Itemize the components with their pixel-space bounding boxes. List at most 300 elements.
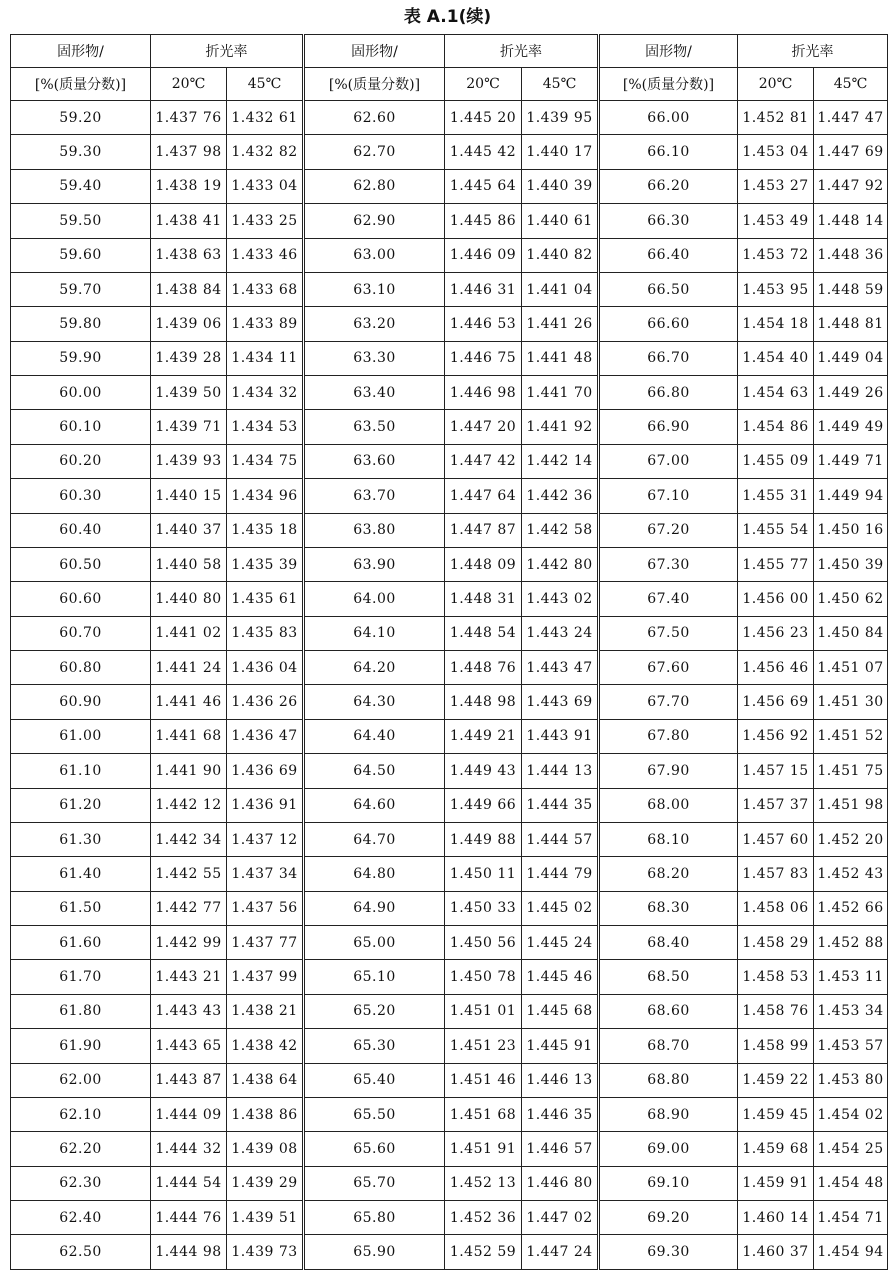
- cell-ri-45: 1.438 42: [227, 1029, 304, 1063]
- table-body: [11, 101, 888, 1270]
- cell-solids: 61.20: [11, 788, 151, 822]
- cell-ri-45: 1.435 18: [227, 513, 304, 547]
- cell-ri-20: 1.458 06: [738, 891, 814, 925]
- cell-ri-20: 1.449 21: [445, 719, 522, 753]
- cell-solids: 60.60: [11, 582, 151, 616]
- cell-solids: 68.40: [599, 926, 738, 960]
- cell-ri-45: 1.442 80: [522, 547, 599, 581]
- cell-solids: 61.90: [11, 1029, 151, 1063]
- solids-unit-header-1: [%(质量分数)]: [11, 68, 151, 101]
- cell-solids: 59.70: [11, 272, 151, 306]
- cell-ri-45: 1.454 71: [814, 1201, 888, 1235]
- cell-solids: 59.50: [11, 204, 151, 238]
- cell-solids: 63.30: [304, 341, 445, 375]
- cell-solids: 69.00: [599, 1132, 738, 1166]
- refractive-index-table-container: [10, 34, 887, 1270]
- cell-ri-20: 1.452 13: [445, 1166, 522, 1200]
- cell-ri-45: 1.449 94: [814, 479, 888, 513]
- cell-ri-20: 1.444 32: [151, 1132, 227, 1166]
- cell-solids: 66.50: [599, 272, 738, 306]
- cell-ri-45: 1.446 35: [522, 1097, 599, 1131]
- cell-ri-45: 1.450 62: [814, 582, 888, 616]
- cell-solids: 60.30: [11, 479, 151, 513]
- cell-ri-20: 1.456 00: [738, 582, 814, 616]
- refractive-index-header-1: 折光率: [151, 35, 304, 68]
- cell-ri-45: 1.441 70: [522, 376, 599, 410]
- cell-ri-20: 1.453 72: [738, 238, 814, 272]
- cell-ri-45: 1.439 95: [522, 101, 599, 135]
- cell-ri-45: 1.434 32: [227, 376, 304, 410]
- temp-20-header-1: 20℃: [151, 68, 227, 101]
- cell-ri-20: 1.456 92: [738, 719, 814, 753]
- temp-45-header-1: 45℃: [227, 68, 304, 101]
- cell-solids: 67.50: [599, 616, 738, 650]
- table-row: [11, 1201, 888, 1235]
- table-row: [11, 1132, 888, 1166]
- cell-solids: 63.50: [304, 410, 445, 444]
- cell-ri-20: 1.460 14: [738, 1201, 814, 1235]
- cell-ri-20: 1.443 21: [151, 960, 227, 994]
- cell-ri-20: 1.440 15: [151, 479, 227, 513]
- cell-ri-45: 1.440 82: [522, 238, 599, 272]
- cell-solids: 65.70: [304, 1166, 445, 1200]
- cell-ri-20: 1.454 86: [738, 410, 814, 444]
- cell-solids: 61.50: [11, 891, 151, 925]
- cell-solids: 65.50: [304, 1097, 445, 1131]
- cell-ri-20: 1.455 31: [738, 479, 814, 513]
- cell-ri-45: 1.444 57: [522, 822, 599, 856]
- cell-ri-20: 1.442 99: [151, 926, 227, 960]
- table-row: [11, 410, 888, 444]
- cell-ri-20: 1.459 22: [738, 1063, 814, 1097]
- cell-ri-20: 1.451 68: [445, 1097, 522, 1131]
- solids-header-2: 固形物/: [304, 35, 445, 68]
- cell-ri-20: 1.458 99: [738, 1029, 814, 1063]
- cell-ri-20: 1.446 53: [445, 307, 522, 341]
- cell-solids: 68.10: [599, 822, 738, 856]
- cell-ri-20: 1.449 66: [445, 788, 522, 822]
- cell-solids: 65.80: [304, 1201, 445, 1235]
- cell-solids: 63.90: [304, 547, 445, 581]
- cell-ri-20: 1.439 28: [151, 341, 227, 375]
- cell-ri-45: 1.454 02: [814, 1097, 888, 1131]
- cell-solids: 67.40: [599, 582, 738, 616]
- cell-ri-20: 1.439 93: [151, 444, 227, 478]
- cell-ri-45: 1.454 25: [814, 1132, 888, 1166]
- table-row: [11, 926, 888, 960]
- cell-solids: 69.10: [599, 1166, 738, 1200]
- table-row: [11, 135, 888, 169]
- cell-solids: 64.70: [304, 822, 445, 856]
- cell-solids: 61.30: [11, 822, 151, 856]
- cell-solids: 65.20: [304, 994, 445, 1028]
- cell-ri-20: 1.455 54: [738, 513, 814, 547]
- cell-ri-45: 1.451 30: [814, 685, 888, 719]
- cell-solids: 59.20: [11, 101, 151, 135]
- cell-ri-45: 1.439 73: [227, 1235, 304, 1270]
- refractive-index-header-3: 折光率: [738, 35, 888, 68]
- table-row: [11, 341, 888, 375]
- cell-ri-20: 1.451 01: [445, 994, 522, 1028]
- cell-ri-45: 1.451 98: [814, 788, 888, 822]
- cell-ri-45: 1.447 92: [814, 169, 888, 203]
- cell-ri-45: 1.449 26: [814, 376, 888, 410]
- cell-ri-45: 1.441 26: [522, 307, 599, 341]
- cell-ri-20: 1.437 98: [151, 135, 227, 169]
- cell-ri-45: 1.451 75: [814, 754, 888, 788]
- table-title: 表 A.1(续): [403, 7, 492, 27]
- cell-ri-45: 1.439 08: [227, 1132, 304, 1166]
- cell-ri-45: 1.439 29: [227, 1166, 304, 1200]
- cell-ri-45: 1.436 91: [227, 788, 304, 822]
- cell-ri-45: 1.444 13: [522, 754, 599, 788]
- cell-ri-45: 1.445 46: [522, 960, 599, 994]
- table-row: [11, 1235, 888, 1270]
- cell-ri-20: 1.453 95: [738, 272, 814, 306]
- cell-ri-45: 1.444 79: [522, 857, 599, 891]
- table-row: [11, 857, 888, 891]
- cell-solids: 68.50: [599, 960, 738, 994]
- cell-solids: 68.80: [599, 1063, 738, 1097]
- cell-ri-20: 1.439 06: [151, 307, 227, 341]
- cell-ri-20: 1.442 55: [151, 857, 227, 891]
- table-row: [11, 582, 888, 616]
- cell-ri-20: 1.456 69: [738, 685, 814, 719]
- cell-solids: 66.60: [599, 307, 738, 341]
- cell-solids: 66.80: [599, 376, 738, 410]
- cell-solids: 62.40: [11, 1201, 151, 1235]
- cell-ri-45: 1.447 47: [814, 101, 888, 135]
- cell-ri-45: 1.433 25: [227, 204, 304, 238]
- cell-ri-45: 1.436 47: [227, 719, 304, 753]
- temp-20-header-2: 20℃: [445, 68, 522, 101]
- cell-ri-20: 1.442 34: [151, 822, 227, 856]
- cell-ri-20: 1.454 18: [738, 307, 814, 341]
- table-row: [11, 994, 888, 1028]
- cell-solids: 59.60: [11, 238, 151, 272]
- cell-solids: 67.60: [599, 651, 738, 685]
- cell-solids: 64.60: [304, 788, 445, 822]
- cell-ri-20: 1.441 24: [151, 651, 227, 685]
- cell-solids: 67.00: [599, 444, 738, 478]
- cell-ri-45: 1.433 04: [227, 169, 304, 203]
- cell-ri-45: 1.437 34: [227, 857, 304, 891]
- cell-solids: 68.90: [599, 1097, 738, 1131]
- cell-ri-20: 1.452 81: [738, 101, 814, 135]
- cell-ri-20: 1.441 46: [151, 685, 227, 719]
- cell-ri-20: 1.446 09: [445, 238, 522, 272]
- cell-solids: 67.70: [599, 685, 738, 719]
- cell-ri-45: 1.438 21: [227, 994, 304, 1028]
- cell-solids: 67.90: [599, 754, 738, 788]
- cell-ri-45: 1.448 81: [814, 307, 888, 341]
- cell-ri-20: 1.437 76: [151, 101, 227, 135]
- refractive-index-header-2: 折光率: [445, 35, 599, 68]
- table-row: [11, 685, 888, 719]
- cell-ri-20: 1.455 77: [738, 547, 814, 581]
- table-row: [11, 1166, 888, 1200]
- cell-ri-20: 1.453 27: [738, 169, 814, 203]
- cell-solids: 65.60: [304, 1132, 445, 1166]
- temp-45-header-2: 45℃: [522, 68, 599, 101]
- cell-ri-45: 1.437 99: [227, 960, 304, 994]
- cell-ri-45: 1.435 83: [227, 616, 304, 650]
- cell-solids: 68.00: [599, 788, 738, 822]
- cell-ri-20: 1.450 78: [445, 960, 522, 994]
- cell-ri-20: 1.448 76: [445, 651, 522, 685]
- cell-ri-20: 1.440 37: [151, 513, 227, 547]
- solids-unit-header-3: [%(质量分数)]: [599, 68, 738, 101]
- cell-ri-20: 1.439 71: [151, 410, 227, 444]
- solids-header-3: 固形物/: [599, 35, 738, 68]
- table-row: [11, 891, 888, 925]
- cell-ri-45: 1.435 61: [227, 582, 304, 616]
- table-row: [11, 788, 888, 822]
- table-row: [11, 204, 888, 238]
- cell-ri-20: 1.444 98: [151, 1235, 227, 1270]
- cell-solids: 66.10: [599, 135, 738, 169]
- cell-solids: 61.00: [11, 719, 151, 753]
- cell-ri-45: 1.436 26: [227, 685, 304, 719]
- cell-ri-45: 1.452 66: [814, 891, 888, 925]
- cell-ri-45: 1.433 89: [227, 307, 304, 341]
- cell-solids: 62.30: [11, 1166, 151, 1200]
- cell-ri-20: 1.460 37: [738, 1235, 814, 1270]
- cell-ri-45: 1.452 20: [814, 822, 888, 856]
- cell-ri-45: 1.449 71: [814, 444, 888, 478]
- cell-solids: 63.60: [304, 444, 445, 478]
- cell-ri-45: 1.446 57: [522, 1132, 599, 1166]
- cell-ri-45: 1.434 11: [227, 341, 304, 375]
- cell-ri-20: 1.443 65: [151, 1029, 227, 1063]
- cell-ri-20: 1.445 86: [445, 204, 522, 238]
- cell-ri-20: 1.459 68: [738, 1132, 814, 1166]
- cell-ri-45: 1.454 94: [814, 1235, 888, 1270]
- cell-ri-20: 1.454 63: [738, 376, 814, 410]
- cell-solids: 60.50: [11, 547, 151, 581]
- cell-ri-20: 1.448 09: [445, 547, 522, 581]
- cell-ri-45: 1.441 92: [522, 410, 599, 444]
- cell-solids: 66.40: [599, 238, 738, 272]
- cell-solids: 60.80: [11, 651, 151, 685]
- cell-solids: 68.20: [599, 857, 738, 891]
- table-row: [11, 169, 888, 203]
- cell-solids: 62.20: [11, 1132, 151, 1166]
- cell-solids: 62.80: [304, 169, 445, 203]
- cell-ri-45: 1.440 17: [522, 135, 599, 169]
- cell-solids: 64.30: [304, 685, 445, 719]
- cell-solids: 64.80: [304, 857, 445, 891]
- cell-ri-45: 1.446 13: [522, 1063, 599, 1097]
- cell-solids: 63.80: [304, 513, 445, 547]
- cell-ri-45: 1.435 39: [227, 547, 304, 581]
- cell-ri-20: 1.440 80: [151, 582, 227, 616]
- cell-ri-20: 1.438 19: [151, 169, 227, 203]
- cell-ri-45: 1.450 39: [814, 547, 888, 581]
- cell-solids: 65.90: [304, 1235, 445, 1270]
- cell-solids: 69.30: [599, 1235, 738, 1270]
- cell-ri-45: 1.449 04: [814, 341, 888, 375]
- cell-ri-45: 1.443 91: [522, 719, 599, 753]
- cell-ri-20: 1.447 64: [445, 479, 522, 513]
- cell-ri-45: 1.441 04: [522, 272, 599, 306]
- table-row: [11, 616, 888, 650]
- cell-ri-20: 1.445 20: [445, 101, 522, 135]
- cell-ri-45: 1.448 36: [814, 238, 888, 272]
- cell-ri-45: 1.444 35: [522, 788, 599, 822]
- cell-ri-20: 1.458 76: [738, 994, 814, 1028]
- cell-solids: 66.00: [599, 101, 738, 135]
- cell-solids: 62.60: [304, 101, 445, 135]
- cell-ri-20: 1.450 11: [445, 857, 522, 891]
- cell-ri-45: 1.451 07: [814, 651, 888, 685]
- cell-solids: 61.60: [11, 926, 151, 960]
- cell-ri-20: 1.441 68: [151, 719, 227, 753]
- cell-solids: 60.20: [11, 444, 151, 478]
- cell-ri-45: 1.443 69: [522, 685, 599, 719]
- cell-solids: 69.20: [599, 1201, 738, 1235]
- cell-ri-20: 1.443 87: [151, 1063, 227, 1097]
- cell-solids: 67.30: [599, 547, 738, 581]
- cell-ri-20: 1.458 29: [738, 926, 814, 960]
- cell-ri-45: 1.441 48: [522, 341, 599, 375]
- table-header: [11, 35, 888, 101]
- cell-ri-45: 1.438 86: [227, 1097, 304, 1131]
- cell-solids: 65.30: [304, 1029, 445, 1063]
- table-row: [11, 101, 888, 135]
- cell-solids: 65.00: [304, 926, 445, 960]
- cell-solids: 61.80: [11, 994, 151, 1028]
- cell-ri-20: 1.450 56: [445, 926, 522, 960]
- cell-ri-20: 1.446 98: [445, 376, 522, 410]
- cell-ri-20: 1.439 50: [151, 376, 227, 410]
- table-row: [11, 1097, 888, 1131]
- cell-ri-20: 1.451 91: [445, 1132, 522, 1166]
- cell-ri-45: 1.448 59: [814, 272, 888, 306]
- cell-ri-45: 1.442 36: [522, 479, 599, 513]
- table-row: [11, 376, 888, 410]
- cell-solids: 67.20: [599, 513, 738, 547]
- cell-ri-20: 1.456 46: [738, 651, 814, 685]
- cell-ri-45: 1.447 69: [814, 135, 888, 169]
- cell-ri-20: 1.457 15: [738, 754, 814, 788]
- cell-solids: 61.10: [11, 754, 151, 788]
- cell-ri-20: 1.442 12: [151, 788, 227, 822]
- cell-ri-45: 1.454 48: [814, 1166, 888, 1200]
- cell-ri-20: 1.457 60: [738, 822, 814, 856]
- cell-solids: 66.70: [599, 341, 738, 375]
- cell-ri-20: 1.459 91: [738, 1166, 814, 1200]
- cell-ri-20: 1.457 83: [738, 857, 814, 891]
- cell-ri-45: 1.453 11: [814, 960, 888, 994]
- table-row: [11, 754, 888, 788]
- cell-solids: 62.00: [11, 1063, 151, 1097]
- cell-ri-45: 1.445 91: [522, 1029, 599, 1063]
- cell-solids: 67.10: [599, 479, 738, 513]
- cell-ri-45: 1.449 49: [814, 410, 888, 444]
- cell-ri-45: 1.447 24: [522, 1235, 599, 1270]
- table-row: [11, 272, 888, 306]
- cell-ri-20: 1.451 23: [445, 1029, 522, 1063]
- cell-ri-45: 1.443 47: [522, 651, 599, 685]
- cell-ri-45: 1.440 39: [522, 169, 599, 203]
- cell-ri-45: 1.452 88: [814, 926, 888, 960]
- cell-ri-20: 1.448 54: [445, 616, 522, 650]
- cell-solids: 63.70: [304, 479, 445, 513]
- table-row: [11, 307, 888, 341]
- cell-ri-45: 1.453 57: [814, 1029, 888, 1063]
- cell-solids: 63.40: [304, 376, 445, 410]
- table-row: [11, 1029, 888, 1063]
- cell-ri-45: 1.434 53: [227, 410, 304, 444]
- cell-ri-45: 1.447 02: [522, 1201, 599, 1235]
- cell-solids: 59.30: [11, 135, 151, 169]
- cell-ri-20: 1.445 42: [445, 135, 522, 169]
- cell-ri-45: 1.443 02: [522, 582, 599, 616]
- cell-ri-45: 1.446 80: [522, 1166, 599, 1200]
- cell-ri-20: 1.452 59: [445, 1235, 522, 1270]
- cell-solids: 60.90: [11, 685, 151, 719]
- cell-ri-45: 1.432 82: [227, 135, 304, 169]
- cell-ri-45: 1.451 52: [814, 719, 888, 753]
- cell-ri-20: 1.438 63: [151, 238, 227, 272]
- cell-ri-20: 1.448 31: [445, 582, 522, 616]
- cell-ri-45: 1.445 24: [522, 926, 599, 960]
- cell-ri-20: 1.447 42: [445, 444, 522, 478]
- cell-ri-45: 1.438 64: [227, 1063, 304, 1097]
- cell-ri-20: 1.438 41: [151, 204, 227, 238]
- cell-solids: 59.40: [11, 169, 151, 203]
- cell-ri-20: 1.448 98: [445, 685, 522, 719]
- table-row: [11, 479, 888, 513]
- cell-solids: 59.90: [11, 341, 151, 375]
- cell-ri-45: 1.437 56: [227, 891, 304, 925]
- cell-solids: 62.90: [304, 204, 445, 238]
- cell-ri-45: 1.450 16: [814, 513, 888, 547]
- cell-ri-20: 1.453 49: [738, 204, 814, 238]
- cell-solids: 68.30: [599, 891, 738, 925]
- cell-solids: 63.20: [304, 307, 445, 341]
- cell-solids: 65.10: [304, 960, 445, 994]
- cell-ri-45: 1.453 34: [814, 994, 888, 1028]
- cell-ri-20: 1.449 43: [445, 754, 522, 788]
- table-row: [11, 822, 888, 856]
- cell-ri-20: 1.441 90: [151, 754, 227, 788]
- cell-solids: 63.00: [304, 238, 445, 272]
- cell-ri-20: 1.444 76: [151, 1201, 227, 1235]
- cell-solids: 61.70: [11, 960, 151, 994]
- cell-solids: 60.70: [11, 616, 151, 650]
- cell-solids: 59.80: [11, 307, 151, 341]
- cell-ri-20: 1.444 54: [151, 1166, 227, 1200]
- cell-ri-45: 1.453 80: [814, 1063, 888, 1097]
- cell-ri-20: 1.456 23: [738, 616, 814, 650]
- cell-ri-20: 1.443 43: [151, 994, 227, 1028]
- cell-ri-45: 1.432 61: [227, 101, 304, 135]
- temp-20-header-3: 20℃: [738, 68, 814, 101]
- cell-ri-45: 1.434 96: [227, 479, 304, 513]
- cell-solids: 62.70: [304, 135, 445, 169]
- cell-ri-20: 1.451 46: [445, 1063, 522, 1097]
- cell-ri-20: 1.438 84: [151, 272, 227, 306]
- solids-header-1: 固形物/: [11, 35, 151, 68]
- cell-ri-20: 1.441 02: [151, 616, 227, 650]
- cell-solids: 60.10: [11, 410, 151, 444]
- temp-45-header-3: 45℃: [814, 68, 888, 101]
- cell-ri-20: 1.452 36: [445, 1201, 522, 1235]
- cell-ri-45: 1.450 84: [814, 616, 888, 650]
- cell-ri-45: 1.440 61: [522, 204, 599, 238]
